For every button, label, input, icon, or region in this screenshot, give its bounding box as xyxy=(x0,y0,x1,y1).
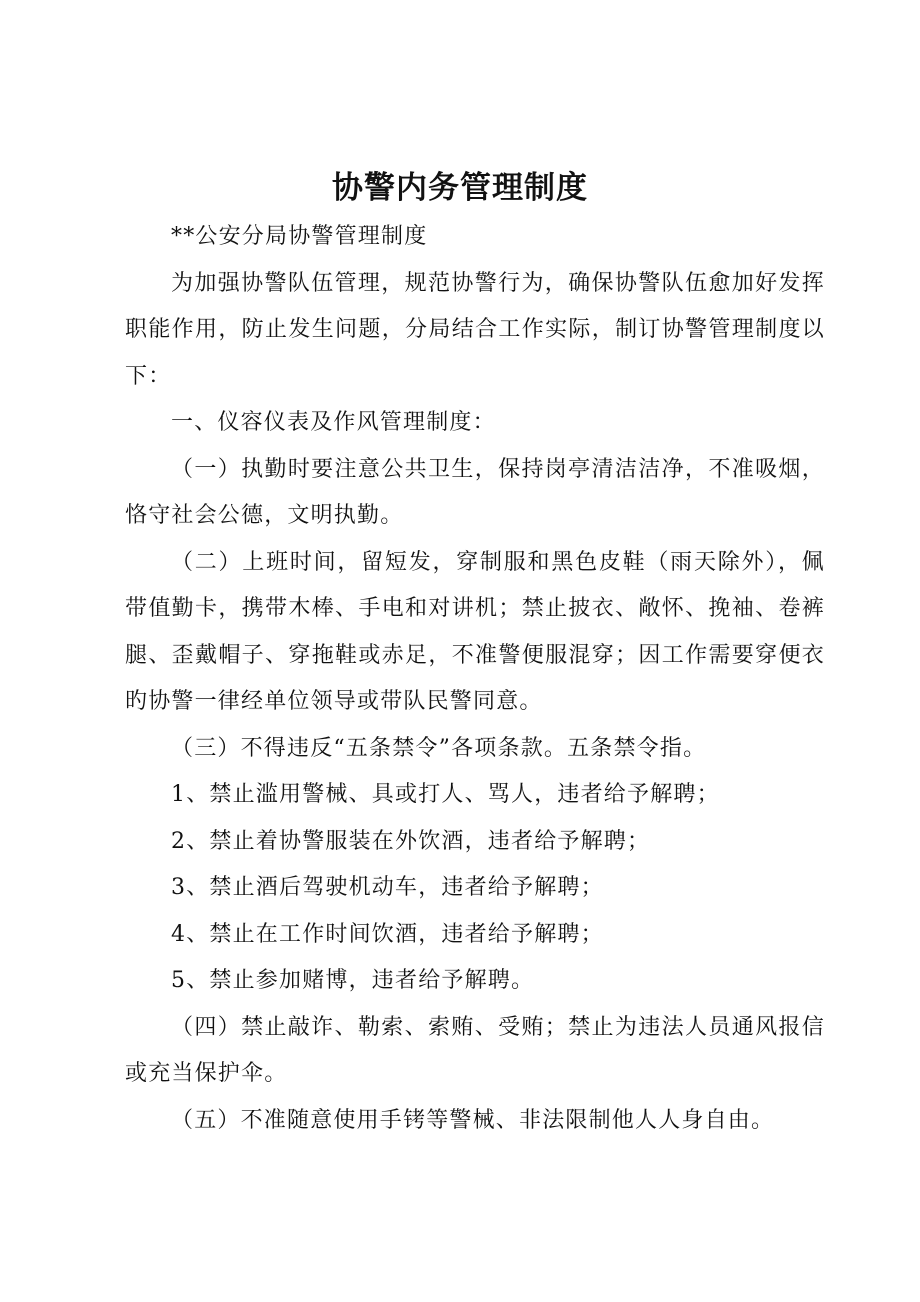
intro-paragraph: 为加强协警队伍管理，规范协警行为，确保协警队伍愈加好发挥职能作用，防止发生问题，分局结合工作实际，制订协警管理制度以下： xyxy=(125,270,825,389)
subtitle-line: **公安分局协警管理制度 xyxy=(171,224,428,249)
rule-paragraph: （一）执勤时要注意公共卫生，保持岗亭清洁洁净，不准吸烟，恪守社会公德，文明执勤。 xyxy=(125,456,825,528)
list-item: 1、禁止滥用警械、具或打人、骂人，违者给予解聘； xyxy=(171,782,720,807)
rule-paragraph: （四）禁止敲诈、勒索、索贿、受贿；禁止为违法人员通风报信或充当保护伞。 xyxy=(125,1014,825,1086)
section-heading: 一、仪容仪表及作风管理制度： xyxy=(171,410,496,435)
list-item: 3、禁止酒后驾驶机动车，违者给予解聘； xyxy=(171,875,604,900)
rule-paragraph: （二）上班时间，留短发，穿制服和黑色皮鞋（雨天除外），佩带值勤卡，携带木棒、手电和对讲机；禁止披衣、敞怀、挽袖、卷裤腿、歪戴帽子、穿拖鞋或赤足，不准警便服混穿；因工作需要穿便衣旳协警一律经单位领导或带队民警同意。 xyxy=(125,549,825,714)
list-item: 4、禁止在工作时间饮酒，违者给予解聘； xyxy=(171,921,604,947)
rule-paragraph: （三）不得违反“五条禁令”各项条款。五条禁令指。 xyxy=(171,735,707,761)
document-body xyxy=(125,214,825,1144)
rule-paragraph: （五）不准随意使用手铐等警械、非法限制他人人身自由。 xyxy=(171,1107,775,1133)
list-item: 5、禁止参加赌博，违者给予解聘。 xyxy=(171,968,535,993)
document-title: 协警内务管理制度 xyxy=(332,170,588,206)
list-item: 2、禁止着协警服装在外饮酒，违者给予解聘； xyxy=(171,828,651,854)
